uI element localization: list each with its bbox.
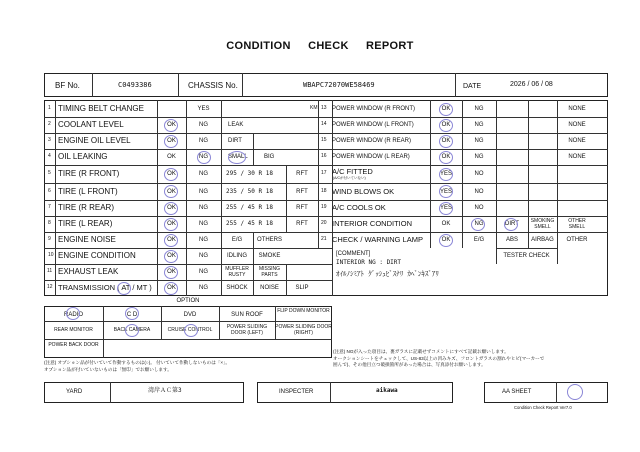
ng-option[interactable]: NG (199, 237, 208, 243)
option-sun-roof[interactable]: SUN ROOF (231, 312, 263, 318)
chassis-value: WBAPC72070WE58469 (303, 81, 375, 89)
bf-no-label: BF No. (55, 81, 80, 90)
row-label-timing-belt: TIMING BELT CHANGE (58, 104, 144, 113)
row-label-ac-cools: A/C COOLS OK (332, 203, 386, 212)
ok-option[interactable]: OK (441, 154, 451, 160)
row-label-interior: INTERIOR CONDITION (332, 219, 412, 228)
ng-option[interactable]: NG (199, 189, 208, 195)
aa-sheet-label: AA SHEET (502, 389, 532, 395)
check-mark (164, 218, 178, 231)
no-option[interactable]: NO (474, 189, 484, 195)
inspector-value: aikawa (376, 387, 398, 394)
eg-option[interactable]: E/G (473, 237, 485, 243)
check-mark (164, 119, 178, 132)
rft-option[interactable]: RFT (296, 205, 308, 211)
other-option[interactable]: OTHER (566, 237, 588, 243)
option-back-camera[interactable]: BACK CAMERA (113, 327, 151, 333)
row-number: 11 (47, 268, 53, 274)
check-mark (164, 250, 178, 263)
ok-option[interactable]: OK (167, 221, 176, 227)
bf-no-value: C0493386 (118, 81, 152, 89)
ng-option[interactable]: NG (474, 122, 484, 128)
row-label-pw-r-rear: POWER WINDOW (R REAR) (332, 138, 411, 144)
inspector-label: INSPECTER (279, 389, 314, 395)
ok-option[interactable]: OK (167, 122, 176, 128)
ok-option[interactable]: OK (441, 138, 451, 144)
check-mark (439, 234, 453, 247)
row-number: 18 (321, 188, 327, 194)
ng-option[interactable]: NG (199, 205, 208, 211)
tire-size-value: 255 / 45 R 18 (226, 204, 273, 211)
row-number: 5 (48, 170, 51, 176)
row-number: 14 (321, 121, 327, 127)
row-label-ac-fitted: A/C FITTED (332, 167, 373, 176)
row-label-pw-l-front: POWER WINDOW (L FRONT) (332, 122, 414, 128)
check-mark (439, 168, 453, 181)
check-mark (184, 324, 198, 337)
check-mark (439, 185, 453, 198)
row-number: 17 (321, 170, 327, 176)
smoking-smell-option[interactable]: SMOKING SMELL (530, 218, 555, 230)
ng-option[interactable]: NG (474, 106, 484, 112)
check-mark (164, 168, 178, 181)
row-label-tire-r-rear: TIRE (R REAR) (58, 203, 114, 212)
row-number: 2 (48, 121, 51, 127)
report-title: CONDITION CHECK REPORT (226, 40, 414, 52)
row-label-oil-leaking: OIL LEAKING (58, 152, 108, 161)
big-option[interactable]: BIG (264, 154, 275, 160)
yard-value: 湾岸ＡＣ第3 (148, 387, 182, 394)
ng-option[interactable]: NG (199, 138, 208, 144)
rft-option[interactable]: RFT (296, 189, 308, 195)
shock-option[interactable]: SHOCK (226, 285, 248, 291)
ok-option[interactable]: OK (441, 221, 451, 227)
yes-option[interactable]: YES (439, 171, 452, 177)
ok-option[interactable]: OK (441, 122, 451, 128)
row-number: 7 (48, 204, 51, 210)
check-mark (125, 307, 139, 320)
row-number: 21 (321, 236, 327, 242)
ok-option[interactable]: OK (167, 138, 176, 144)
check-mark (439, 151, 453, 164)
check-mark (164, 185, 178, 198)
note-left: (注意) オプション品が付いていて作動するものは(○)。 付いていて作動しないものは「×」。 オプション品が付いていないものは「無印」でお願いします。 (44, 360, 230, 372)
others-option[interactable]: OTHERS (256, 237, 282, 243)
no-option[interactable]: NO (474, 171, 484, 177)
check-mark (164, 266, 178, 279)
check-mark (164, 202, 178, 215)
comment-line-1: INTERIOR NG : DIRT (336, 259, 402, 266)
ac-fitted-sub: (A/Cが付いていない) (333, 176, 366, 180)
row-label-tire-l-rear: TIRE (L REAR) (58, 219, 113, 228)
row-number: 6 (48, 188, 51, 194)
row-number: 16 (321, 153, 327, 159)
tire-size-value: 235 / 50 R 18 (226, 188, 273, 195)
check-mark (117, 282, 131, 295)
option-rear-monitor[interactable]: REAR MONITOR (54, 327, 93, 333)
ng-option[interactable]: NG (199, 221, 208, 227)
ok-option[interactable]: OK (167, 237, 176, 243)
row-number: 15 (321, 137, 327, 143)
row-label-pw-r-front: POWER WINDOW (R FRONT) (332, 106, 415, 112)
check-mark (125, 324, 139, 337)
leak-option[interactable]: LEAK (228, 122, 244, 128)
option-psd-left[interactable]: POWER SLIDING DOOR (LEFT) (226, 324, 268, 336)
small-option[interactable]: SMALL (228, 154, 248, 160)
option-cd[interactable]: C D (126, 312, 138, 318)
row-number: 3 (48, 137, 51, 143)
missing-parts-option[interactable]: MISSING PARTS (258, 266, 281, 278)
ok-option[interactable]: OK (167, 205, 176, 211)
row-number: 8 (48, 220, 51, 226)
ng-option[interactable]: NG (199, 171, 208, 177)
check-mark (471, 218, 485, 231)
comment-label: [COMMENT] (336, 251, 371, 257)
muffler-rusty-option[interactable]: MUFFLER RUSTY (225, 266, 249, 278)
check-mark (197, 151, 211, 164)
row-label-coolant: COOLANT LEVEL (58, 120, 124, 129)
row-number: 12 (47, 284, 53, 290)
row-number: 10 (48, 252, 54, 258)
none-option[interactable]: NONE (568, 106, 586, 112)
option-flip-down-monitor[interactable]: FLIP DOWN MONITOR (277, 308, 330, 314)
report-version: Condition Check Report Ver7.0 (514, 405, 572, 410)
ok-option[interactable]: OK (441, 106, 451, 112)
tire-size-value: 295 / 30 R 18 (226, 170, 273, 177)
row-yes: YES (197, 106, 210, 112)
none-option[interactable]: NONE (568, 122, 586, 128)
ng-option[interactable]: NG (474, 154, 484, 160)
check-mark (439, 202, 453, 215)
other-smell-option[interactable]: OTHER SMELL (568, 218, 586, 230)
row-label-pw-l-rear: POWER WINDOW (L REAR) (332, 154, 410, 160)
ng-option[interactable]: NG (199, 253, 208, 259)
rft-option[interactable]: RFT (296, 221, 308, 227)
date-value: 2026 / 06 / 08 (510, 81, 553, 88)
row-number: 1 (48, 105, 51, 111)
yard-label: YARD (66, 389, 83, 395)
none-option[interactable]: NONE (568, 138, 586, 144)
ng-option[interactable]: NG (474, 221, 484, 227)
check-mark (439, 103, 453, 116)
check-mark (66, 307, 80, 320)
check-mark (439, 119, 453, 132)
chassis-label: CHASSIS No. (188, 81, 238, 90)
row-label-warning-lamp: CHECK / WARNING LAMP (332, 235, 423, 244)
ng-option[interactable]: NG (199, 122, 208, 128)
yes-option[interactable]: YES (439, 189, 452, 195)
check-mark (439, 135, 453, 148)
option-radio[interactable]: RADIO (63, 312, 83, 318)
rft-option[interactable]: RFT (296, 171, 308, 177)
row-label-engine-oil-level: ENGINE OIL LEVEL (58, 136, 131, 145)
ok-option[interactable]: OK (167, 269, 176, 275)
option-dvd[interactable]: DVD (183, 312, 197, 318)
row-label-exhaust-leak: EXHAUST LEAK (58, 267, 119, 276)
row-label-engine-noise: ENGINE NOISE (58, 235, 116, 244)
ok-option[interactable]: OK (441, 237, 451, 243)
idling-option[interactable]: IDLING (226, 253, 247, 259)
none-option[interactable]: NONE (568, 154, 586, 160)
option-power-back-door[interactable]: POWER BACK DOOR (48, 342, 99, 348)
row-label-transmission: TRANSMISSION ( AT / MT ) (58, 283, 152, 292)
ng-option[interactable]: NG (199, 154, 208, 160)
check-mark (504, 218, 518, 231)
dirt-option[interactable]: DIRT (228, 138, 242, 144)
ng-option[interactable]: NG (199, 269, 208, 275)
row-number: 13 (321, 105, 327, 111)
noise-option[interactable]: NOISE (260, 285, 279, 291)
row-label-tire-r-front: TIRE (R FRONT) (58, 169, 120, 178)
option-psd-right[interactable]: POWER SLIDING DOOR (RIGHT) (275, 324, 332, 336)
km-label: KM (310, 105, 318, 111)
option-header: OPTION (176, 298, 200, 304)
check-mark (228, 151, 246, 164)
dirt-option[interactable]: DIRT (505, 221, 519, 227)
note-right: (注意) NGが入った項目は、裏ガラスに記載せずコメントにすべて記載お願いします。 オークションシートをチェックして、US-83以上の凹みキズ、フロントガラスの割れやヒビ(マーカーで 囲んで)、その他目立つ破損箇所があった場合は、写真添付お願いします。 (333, 349, 545, 367)
ng-option[interactable]: NG (199, 285, 208, 291)
ok-option[interactable]: OK (167, 253, 176, 259)
yes-option[interactable]: YES (439, 205, 452, 211)
ng-option[interactable]: NG (474, 138, 484, 144)
slip-option[interactable]: SLIP (295, 285, 309, 291)
tire-size-value: 255 / 45 R 18 (226, 220, 273, 227)
option-cruise-control[interactable]: CRUISE CONTROL (167, 327, 213, 333)
ok-option[interactable]: OK (167, 154, 176, 160)
check-grid (44, 100, 608, 296)
row-label-wind-blows: WIND BLOWS OK (332, 187, 395, 196)
row-label-engine-condition: ENGINE CONDITION (58, 251, 136, 260)
row-number: 9 (48, 236, 51, 242)
row-number: 20 (321, 220, 327, 226)
row-label-tire-l-front: TIRE (L FRONT) (58, 187, 118, 196)
ok-option[interactable]: OK (167, 189, 176, 195)
airbag-option[interactable]: AIRBAG (531, 237, 554, 243)
smoke-option[interactable]: SMOKE (258, 253, 281, 259)
check-mark (567, 384, 583, 400)
tester-check[interactable]: TESTER CHECK (503, 253, 550, 259)
check-mark (164, 282, 178, 295)
abs-option[interactable]: ABS (505, 237, 518, 243)
no-option[interactable]: NO (474, 205, 484, 211)
comment-line-2: ｵｲﾙﾉｼﾐｱﾄ ｸﾞｯｼｭﾋﾞｽﾅﾘ ｶﾍﾞﾝｷｽﾞｱﾘ (336, 270, 439, 278)
eg-option[interactable]: E/G (231, 237, 243, 243)
row-number: 4 (48, 153, 51, 159)
check-mark (164, 234, 178, 247)
date-label: DATE (463, 83, 482, 90)
ok-option[interactable]: OK (167, 171, 176, 177)
check-mark (164, 135, 178, 148)
row-number: 19 (321, 204, 327, 210)
ok-option[interactable]: OK (167, 285, 176, 291)
